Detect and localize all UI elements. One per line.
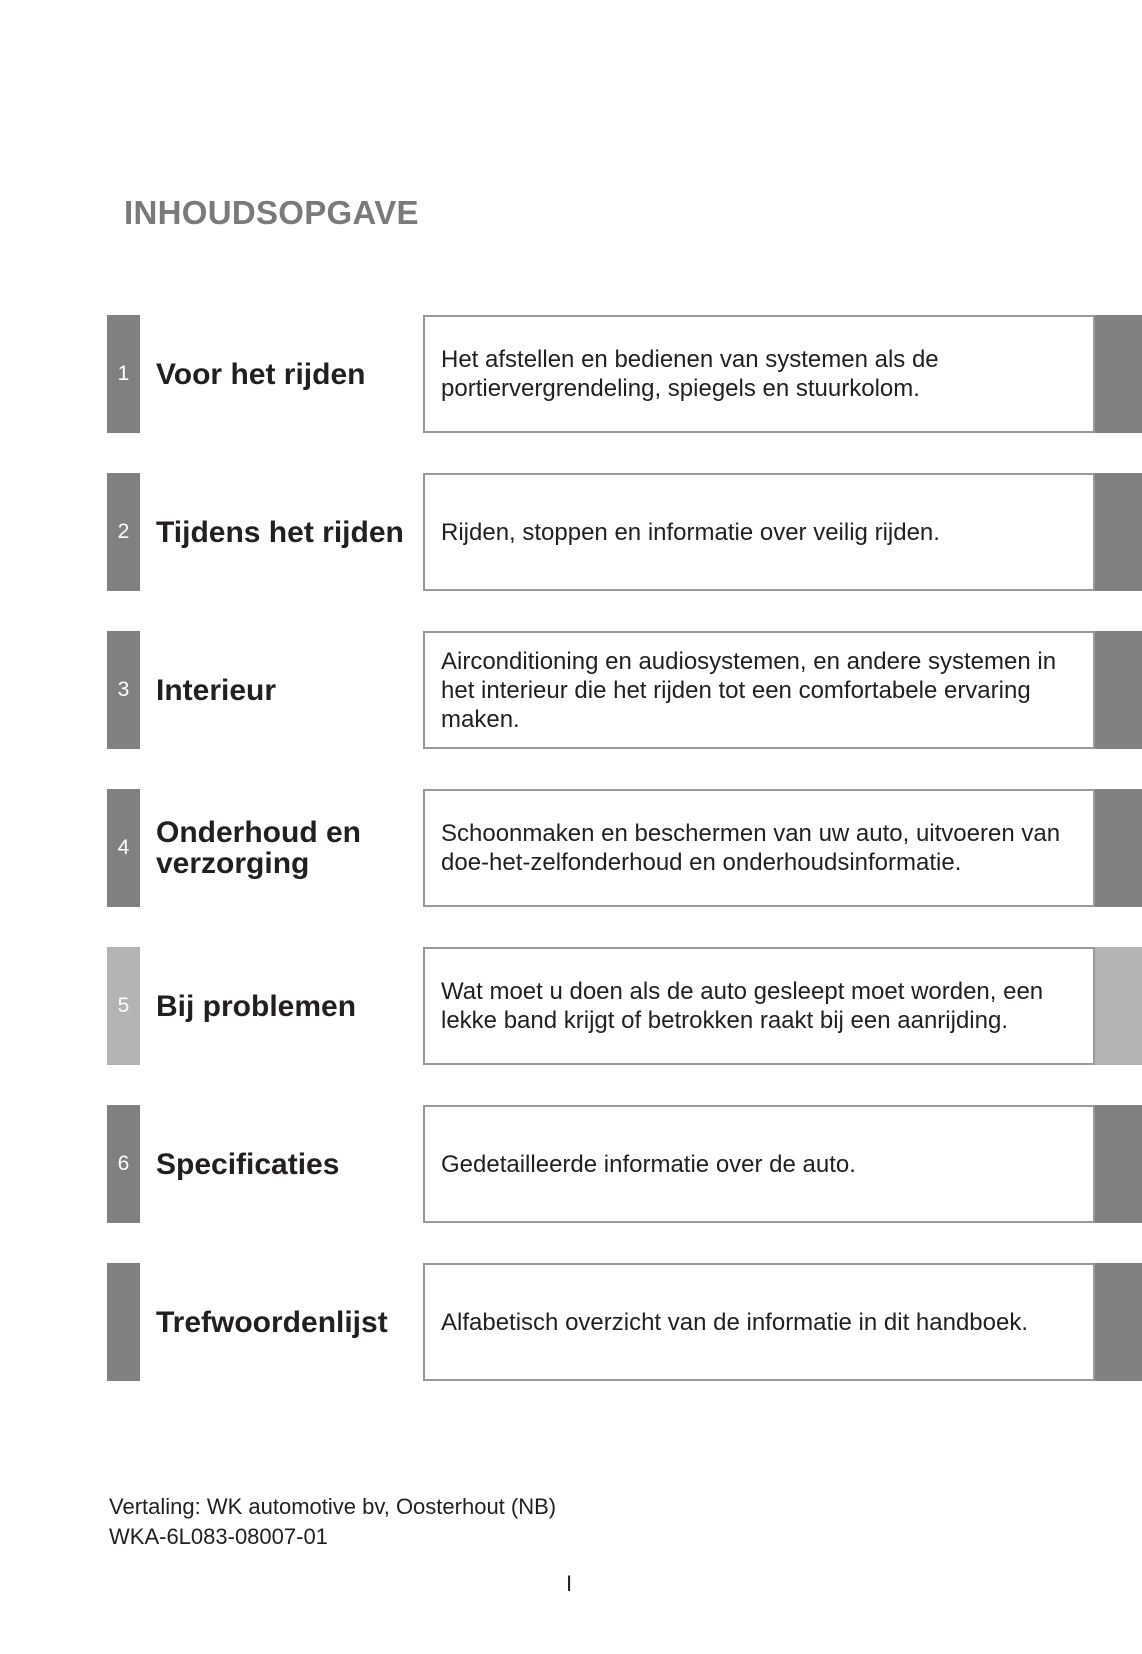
chapter-title[interactable]: Interieur (156, 673, 277, 707)
toc-item-bij-problemen[interactable] (107, 947, 1142, 1065)
chapter-side-tab (1095, 789, 1142, 907)
chapter-description: Het afstellen en bedienen van systemen als de portiervergrendeling, spiegels en stuurkolom. (423, 315, 1095, 433)
chapter-side-tab (1095, 473, 1142, 591)
toc-item-trefwoordenlijst[interactable] (107, 1263, 1142, 1381)
toc-item-tijdens-het-rijden[interactable] (107, 473, 1142, 591)
document-code: WKA-6L083-08007-01 (109, 1524, 328, 1549)
chapter-description: Airconditioning en audiosystemen, en andere systemen in het interieur die het rijden tot een comfortabele ervaring maken. (423, 631, 1095, 749)
chapter-description: Gedetailleerde informatie over de auto. (423, 1105, 1095, 1223)
chapter-description: Wat moet u doen als de auto gesleept moet worden, een lekke band krijgt of betrokken raakt bij een aanrijding. (423, 947, 1095, 1065)
chapter-title[interactable]: Bij problemen (156, 989, 357, 1023)
page-title: INHOUDSOPGAVE (124, 194, 419, 231)
chapter-side-tab (1095, 947, 1142, 1065)
chapter-number-tab: 6 (107, 1105, 140, 1223)
chapter-description: Schoonmaken en beschermen van uw auto, uitvoeren van doe-het-zelfonderhoud en onderhoudsinformatie. (423, 789, 1095, 907)
chapter-number-tab: 4 (107, 789, 140, 907)
chapter-number-tab: 1 (107, 315, 140, 433)
chapter-number-tab (107, 1263, 140, 1381)
chapter-description: Alfabetisch overzicht van de informatie in dit handboek. (423, 1263, 1095, 1381)
chapter-side-tab (1095, 315, 1142, 433)
chapter-title[interactable]: Onderhoud en verzorging (156, 816, 361, 880)
chapter-title[interactable]: Voor het rijden (156, 357, 366, 391)
chapter-title[interactable]: Specificaties (156, 1147, 340, 1181)
chapter-number-tab: 3 (107, 631, 140, 749)
chapter-title[interactable]: Tijdens het rijden (156, 515, 404, 549)
chapter-side-tab (1095, 1105, 1142, 1223)
toc-item-interieur[interactable] (107, 631, 1142, 749)
toc-item-onderhoud-en-verzorging[interactable] (107, 789, 1142, 907)
toc-item-specificaties[interactable] (107, 1105, 1142, 1223)
chapter-side-tab (1095, 631, 1142, 749)
chapter-number-tab: 2 (107, 473, 140, 591)
translation-credit: Vertaling: WK automotive bv, Oosterhout (NB) (109, 1494, 557, 1519)
footer (109, 1492, 556, 1552)
chapter-number-tab: 5 (107, 947, 140, 1065)
chapter-description: Rijden, stoppen en informatie over veilig rijden. (423, 473, 1095, 591)
toc-item-voor-het-rijden[interactable] (107, 315, 1142, 433)
page-number: I (566, 1571, 573, 1596)
chapter-side-tab (1095, 1263, 1142, 1381)
chapter-title[interactable]: Trefwoordenlijst (156, 1305, 388, 1339)
